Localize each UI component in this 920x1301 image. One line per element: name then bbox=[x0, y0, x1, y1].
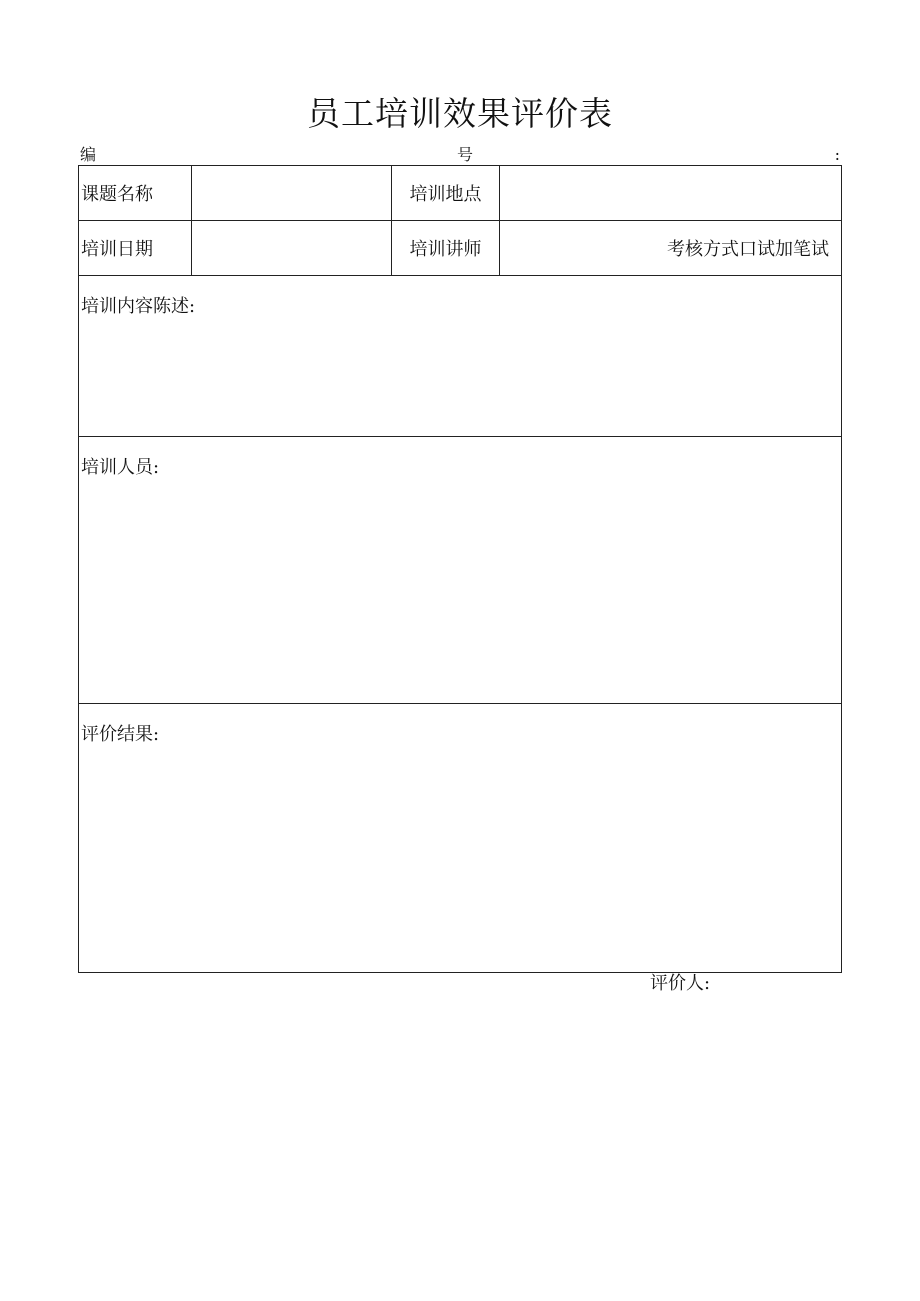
assessment-method-text[interactable]: 考核方式口试加笔试 bbox=[500, 221, 842, 276]
trainees-label: 培训人员: bbox=[81, 457, 160, 478]
location-field[interactable] bbox=[500, 166, 842, 221]
content-description-label: 培训内容陈述: bbox=[81, 296, 196, 317]
date-row bbox=[79, 221, 842, 276]
serial-label-part-2: 号 bbox=[457, 145, 474, 164]
topic-row bbox=[79, 166, 842, 221]
serial-number-row bbox=[80, 145, 840, 165]
evaluation-result-field[interactable] bbox=[79, 704, 842, 973]
result-row bbox=[79, 704, 842, 973]
location-label: 培训地点 bbox=[392, 166, 500, 221]
form-title: 员工培训效果评价表 bbox=[307, 94, 613, 133]
topic-label: 课题名称 bbox=[79, 166, 192, 221]
date-label: 培训日期 bbox=[79, 221, 192, 276]
content-description-field[interactable] bbox=[79, 276, 842, 437]
date-field[interactable] bbox=[192, 221, 392, 276]
evaluation-form-table bbox=[78, 165, 842, 973]
evaluator-label: 评价人: bbox=[650, 973, 711, 994]
lecturer-label: 培训讲师 bbox=[392, 221, 500, 276]
content-row bbox=[79, 276, 842, 437]
evaluation-result-label: 评价结果: bbox=[81, 724, 160, 745]
trainees-row bbox=[79, 437, 842, 704]
serial-colon: : bbox=[834, 145, 840, 164]
trainees-field[interactable] bbox=[79, 437, 842, 704]
serial-label-part-1: 编 bbox=[80, 145, 97, 164]
topic-field[interactable] bbox=[192, 166, 392, 221]
